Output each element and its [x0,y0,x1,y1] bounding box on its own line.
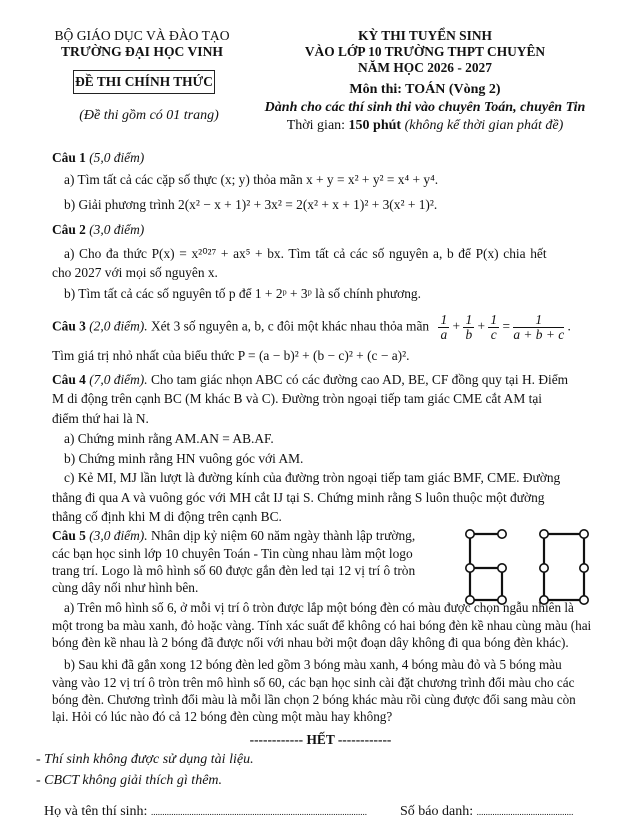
q1-title: Câu 1 [52,150,86,165]
q4-title: Câu 4 [52,372,86,387]
frac-1-a: $\frac{1}{a}$ [440,312,448,343]
subject-line: Môn thi: TOÁN (Vòng 2) [349,82,501,97]
q5a-line1: a) Trên mô hình số 6, ở mỗi vị trí ô tròn được lắp một bóng đèn có màu được chọn ngẫu nhiên là [64,600,574,615]
led-0-4 [580,564,588,572]
led-0-1 [540,530,548,538]
q4c-line2: thẳng đi qua A và vuông góc với MH cắt IJ tại S. Chứng minh rằng S luôn thuộc một đường [52,490,545,505]
q4-points: (7,0 điểm). [85,372,148,387]
q3-line2: Tìm giá trị nhỏ nhất của biểu thức P = (a − b)² + (b − c)² + (c − a)². [52,348,410,363]
logo-wires [470,534,584,600]
candidate-name-dots: ................................................................................................ [150,807,367,817]
q4-line1 [52,372,568,388]
led-0-2 [580,530,588,538]
pages-note: (Đề thi gồm có 01 trang) [79,108,219,123]
q3-line1-text: Xét 3 số nguyên a, b, c đôi một khác nhau thỏa mãn [147,318,430,334]
q1-heading [52,150,144,166]
q2-heading [52,222,144,238]
q1b-text: b) Giải phương trình 2(x² − x + 1)² + 3x² = 2(x² + x + 1)² + 3(x² + 1)². [64,197,438,212]
q4c-line1: c) Kẻ MI, MJ lần lượt là đường kính của đường tròn ngoại tiếp tam giác BMF, CME. Đường [64,470,561,485]
exam-year: NĂM HỌC 2026 - 2027 [358,60,492,75]
q2-title: Câu 2 [52,222,86,237]
q5-points: (3,0 điểm). [85,528,148,543]
led-6-2 [466,530,474,538]
time-line [220,118,630,134]
led-0-6 [580,596,588,604]
candidate-id-dots: ........................................... [476,807,574,817]
q5-line4: cùng dây nối như hình bên. [52,580,199,595]
q4b-text: b) Chứng minh rằng HN vuông góc với AM. [64,451,304,466]
q4a-text: a) Chứng minh rằng AM.AN = AB.AF. [64,431,274,446]
q5a-line2: một trong ba màu xanh, đỏ hoặc vàng. Tính xác suất để không có hai bóng đèn kề nhau cùng màu (hai [52,618,592,633]
official-exam-label: ĐỀ THI CHÍNH THỨC [75,74,213,89]
q2-points: (3,0 điểm) [85,222,145,237]
frac-1-c: $\frac{1}{c}$ [490,312,498,343]
exam-title-2: VÀO LỚP 10 TRƯỜNG THPT CHUYÊN [304,44,546,59]
q3-title: Câu 3 [52,318,86,334]
q5b-line3: bóng đèn. Chương trình đổi màu là mỗi lần chọn 2 bóng khác màu rồi cùng được đổi sang màu còn [52,692,576,707]
q4-line3: điểm thứ hai là N. [52,411,149,426]
frac-1-sum: $\frac{1}{a + b + c}$ [513,312,565,343]
q1-points: (5,0 điểm) [85,150,145,165]
q4-line2: M di động trên cạnh BC (M khác B và C). Đường tròn ngoại tiếp tam giác CME cắt AM tại [52,391,542,406]
q5-line2: các bạn học sinh lớp 10 chuyên Toán - Tin cùng nhau làm một logo [52,546,413,561]
candidate-id-line [400,804,573,820]
university-name: TRƯỜNG ĐẠI HỌC VINH [60,44,223,59]
q2b-text: b) Tìm tất cả các số nguyên tố p để 1 + 2ᵖ + 3ᵖ là số chính phương. [64,286,421,301]
exam-title-1: KỲ THI TUYỂN SINH [358,28,492,43]
led-6-3 [466,564,474,572]
candidate-name-line [44,804,367,820]
ministry-name: BỘ GIÁO DỤC VÀ ĐÀO TẠO [54,28,230,43]
q5-title: Câu 5 [52,528,86,543]
q5b-line2: vàng vào 12 vị trí ô tròn trên mô hình số 60, các bạn học sinh cài đặt chương trình đổi màu cho các [52,675,575,690]
time-value: 150 phút [348,118,402,133]
q1a-text: a) Tìm tất cả các cặp số thực (x; y) thỏa mãn x + y = x² + y² = x⁴ + y⁴. [64,172,439,187]
q4-line1-text: Cho tam giác nhọn ABC có các đường cao AD, BE, CF đồng quy tại H. Điểm [147,372,569,387]
q5a-line3: bóng đèn kề nhau là 2 bóng đã được nối với nhau bởi một đoạn dây không đi qua bóng đèn khác). [52,635,569,650]
time-prefix: Thời gian: [286,118,349,133]
q5-line1-text: Nhân dịp kỷ niệm 60 năm ngày thành lập trường, [147,528,416,543]
time-note: (không kể thời gian phát đề) [401,118,564,133]
audience-line: Dành cho các thí sinh thi vào chuyên Toán, chuyên Tin [264,100,586,115]
candidate-name-label: Họ và tên thí sinh: [44,804,151,819]
footer-note-1: - Thí sinh không được sử dụng tài liệu. [36,752,254,767]
led-0-3 [540,564,548,572]
footer-note-2: - CBCT không giải thích gì thêm. [36,773,223,788]
end-marker: ------------ HẾT ------------ [249,732,392,747]
q2a-line2: cho 2027 với mọi số nguyên x. [52,265,218,280]
candidate-id-label: Số báo danh: [400,804,477,819]
q2a-line1: a) Cho đa thức P(x) = x²⁰²⁷ + ax⁵ + bx. Tìm tất cả các số nguyên a, b để P(x) chia hết [64,246,547,261]
led-6-4 [498,564,506,572]
q4c-line3: thẳng cố định khi M di động trên cạnh BC. [52,509,282,524]
q5-line1 [52,528,415,544]
q5-line3: trang trí. Logo là mô hình số 60 được gắn đèn led tại 12 vị trí ô tròn [52,563,416,578]
q5b-line4: lại. Hỏi có lúc nào đó cả 12 bóng đèn cùng một màu hay không? [52,709,393,724]
q5b-line1: b) Sau khi đã gắn xong 12 bóng đèn led gồm 3 bóng màu xanh, 4 bóng màu đỏ và 5 bóng màu [64,657,562,672]
led-6-1 [498,530,506,538]
frac-1-b: $\frac{1}{b}$ [465,312,473,343]
q3-points: (2,0 điểm). [85,318,148,334]
q3-equation: $\frac{1}{a}$ + $\frac{1}{b}$ + $\frac{1}{c}$ = $\frac{1}{a + b + c}$ . [440,312,571,343]
logo-60-diagram [460,528,600,608]
q3-line1 [52,313,571,342]
